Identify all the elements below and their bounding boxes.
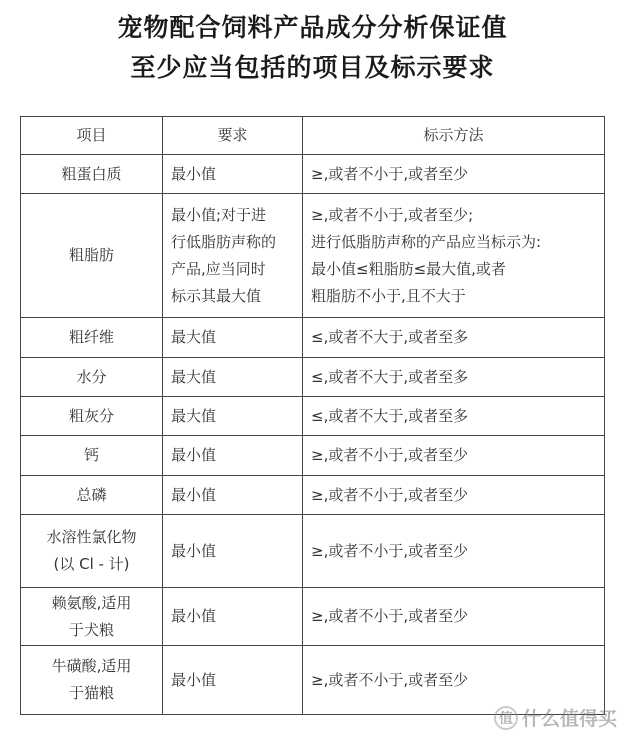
requirement-cell [163, 436, 303, 476]
header-requirement: 要求 [163, 117, 303, 155]
requirement-cell [163, 318, 303, 358]
label-method-cell-text: 最小值≤粗脂肪≤最大值,或者 [311, 259, 506, 278]
item-cell [21, 646, 163, 715]
watermark-logo-icon: 值 [494, 706, 518, 730]
requirement-cell [163, 358, 303, 397]
label-method-cell [303, 397, 605, 436]
label-method-cell-text: ≥,或者不小于,或者至少 [311, 164, 469, 183]
item-cell-text: 粗灰分 [68, 406, 114, 425]
item-cell-text: 水分 [76, 367, 107, 386]
requirement-cell-text: 最小值 [171, 485, 217, 504]
item-cell-text: 牛磺酸,适用 [51, 657, 132, 675]
item-cell [21, 476, 163, 515]
requirement-cell-text: 最小值;对于进 [171, 205, 267, 224]
label-method-cell-text: ≤,或者不大于,或者至多 [311, 328, 469, 346]
item-cell [21, 155, 163, 194]
label-method-cell-text: 粗脂肪不小于,且不大于 [311, 286, 466, 305]
item-cell-text: 于猫粮 [68, 684, 114, 702]
item-cell [21, 588, 163, 646]
label-method-cell [303, 358, 605, 397]
item-cell-text: 粗脂肪 [68, 246, 114, 264]
item-cell [21, 515, 163, 588]
label-method-cell-text: ≥,或者不小于,或者至少; [311, 205, 474, 224]
spec-table [20, 116, 605, 715]
header-label-method: 标示方法 [303, 117, 605, 155]
requirement-cell-text: 产品,应当同时 [171, 259, 266, 278]
table-row [21, 194, 605, 318]
requirement-cell-text: 最大值 [171, 367, 217, 386]
label-method-cell [303, 318, 605, 358]
item-cell-text: (以 Cl - 计) [53, 555, 130, 573]
table-row [21, 476, 605, 515]
requirement-cell [163, 588, 303, 646]
watermark-text: 什么值得买 [521, 708, 617, 730]
item-cell-text: 钙 [83, 446, 99, 464]
label-method-cell-text: ≤,或者不大于,或者至多 [311, 406, 469, 425]
table-row [21, 358, 605, 397]
item-cell [21, 194, 163, 318]
requirement-cell-text: 最小值 [171, 164, 217, 183]
label-method-cell [303, 436, 605, 476]
table-row [21, 397, 605, 436]
item-cell-text: 粗蛋白质 [61, 164, 122, 183]
requirement-cell [163, 476, 303, 515]
table-row [21, 155, 605, 194]
item-cell-text: 粗纤维 [68, 328, 114, 346]
label-method-cell-text: ≥,或者不小于,或者至少 [311, 607, 469, 625]
title-line-2: 至少应当包括的项目及标示要求 [130, 53, 495, 82]
item-cell-text: 于犬粮 [68, 620, 114, 639]
item-cell [21, 358, 163, 397]
title-line-1: 宠物配合饲料产品成分分析保证值 [117, 13, 508, 42]
label-method-cell [303, 155, 605, 194]
requirement-cell [163, 646, 303, 715]
requirement-cell [163, 194, 303, 318]
requirement-cell-text: 最小值 [171, 670, 217, 689]
table-row [21, 436, 605, 476]
item-cell-text: 赖氨酸,适用 [51, 593, 132, 612]
label-method-cell-text: ≥,或者不小于,或者至少 [311, 446, 469, 464]
label-method-cell-text: ≥,或者不小于,或者至少 [311, 485, 469, 504]
requirement-cell-text: 行低脂肪声称的 [171, 232, 277, 251]
table-row [21, 588, 605, 646]
label-method-cell-text: 进行低脂肪声称的产品应当标示为: [311, 232, 542, 251]
requirement-cell [163, 397, 303, 436]
label-method-cell-text: ≥,或者不小于,或者至少 [311, 541, 469, 560]
item-cell [21, 436, 163, 476]
label-method-cell-text: ≥,或者不小于,或者至少 [311, 670, 469, 689]
label-method-cell [303, 515, 605, 588]
label-method-cell-text: ≤,或者不大于,或者至多 [311, 367, 469, 386]
header-item: 项目 [21, 117, 163, 155]
requirement-cell-text: 最小值 [171, 446, 217, 464]
watermark [494, 704, 617, 731]
item-cell [21, 318, 163, 358]
requirement-cell [163, 155, 303, 194]
label-method-cell [303, 588, 605, 646]
requirement-cell-text: 最大值 [171, 406, 217, 425]
label-method-cell [303, 194, 605, 318]
requirement-cell-text: 标示其最大值 [171, 286, 262, 305]
item-cell [21, 397, 163, 436]
requirement-cell-text: 最大值 [171, 328, 217, 346]
label-method-cell [303, 476, 605, 515]
table-row [21, 515, 605, 588]
item-cell-text: 总磷 [76, 485, 107, 504]
table-header-row [21, 117, 605, 155]
table-row [21, 318, 605, 358]
requirement-cell-text: 最小值 [171, 541, 217, 560]
requirement-cell-text: 最小值 [171, 607, 217, 625]
requirement-cell [163, 515, 303, 588]
item-cell-text: 水溶性氯化物 [46, 528, 137, 546]
